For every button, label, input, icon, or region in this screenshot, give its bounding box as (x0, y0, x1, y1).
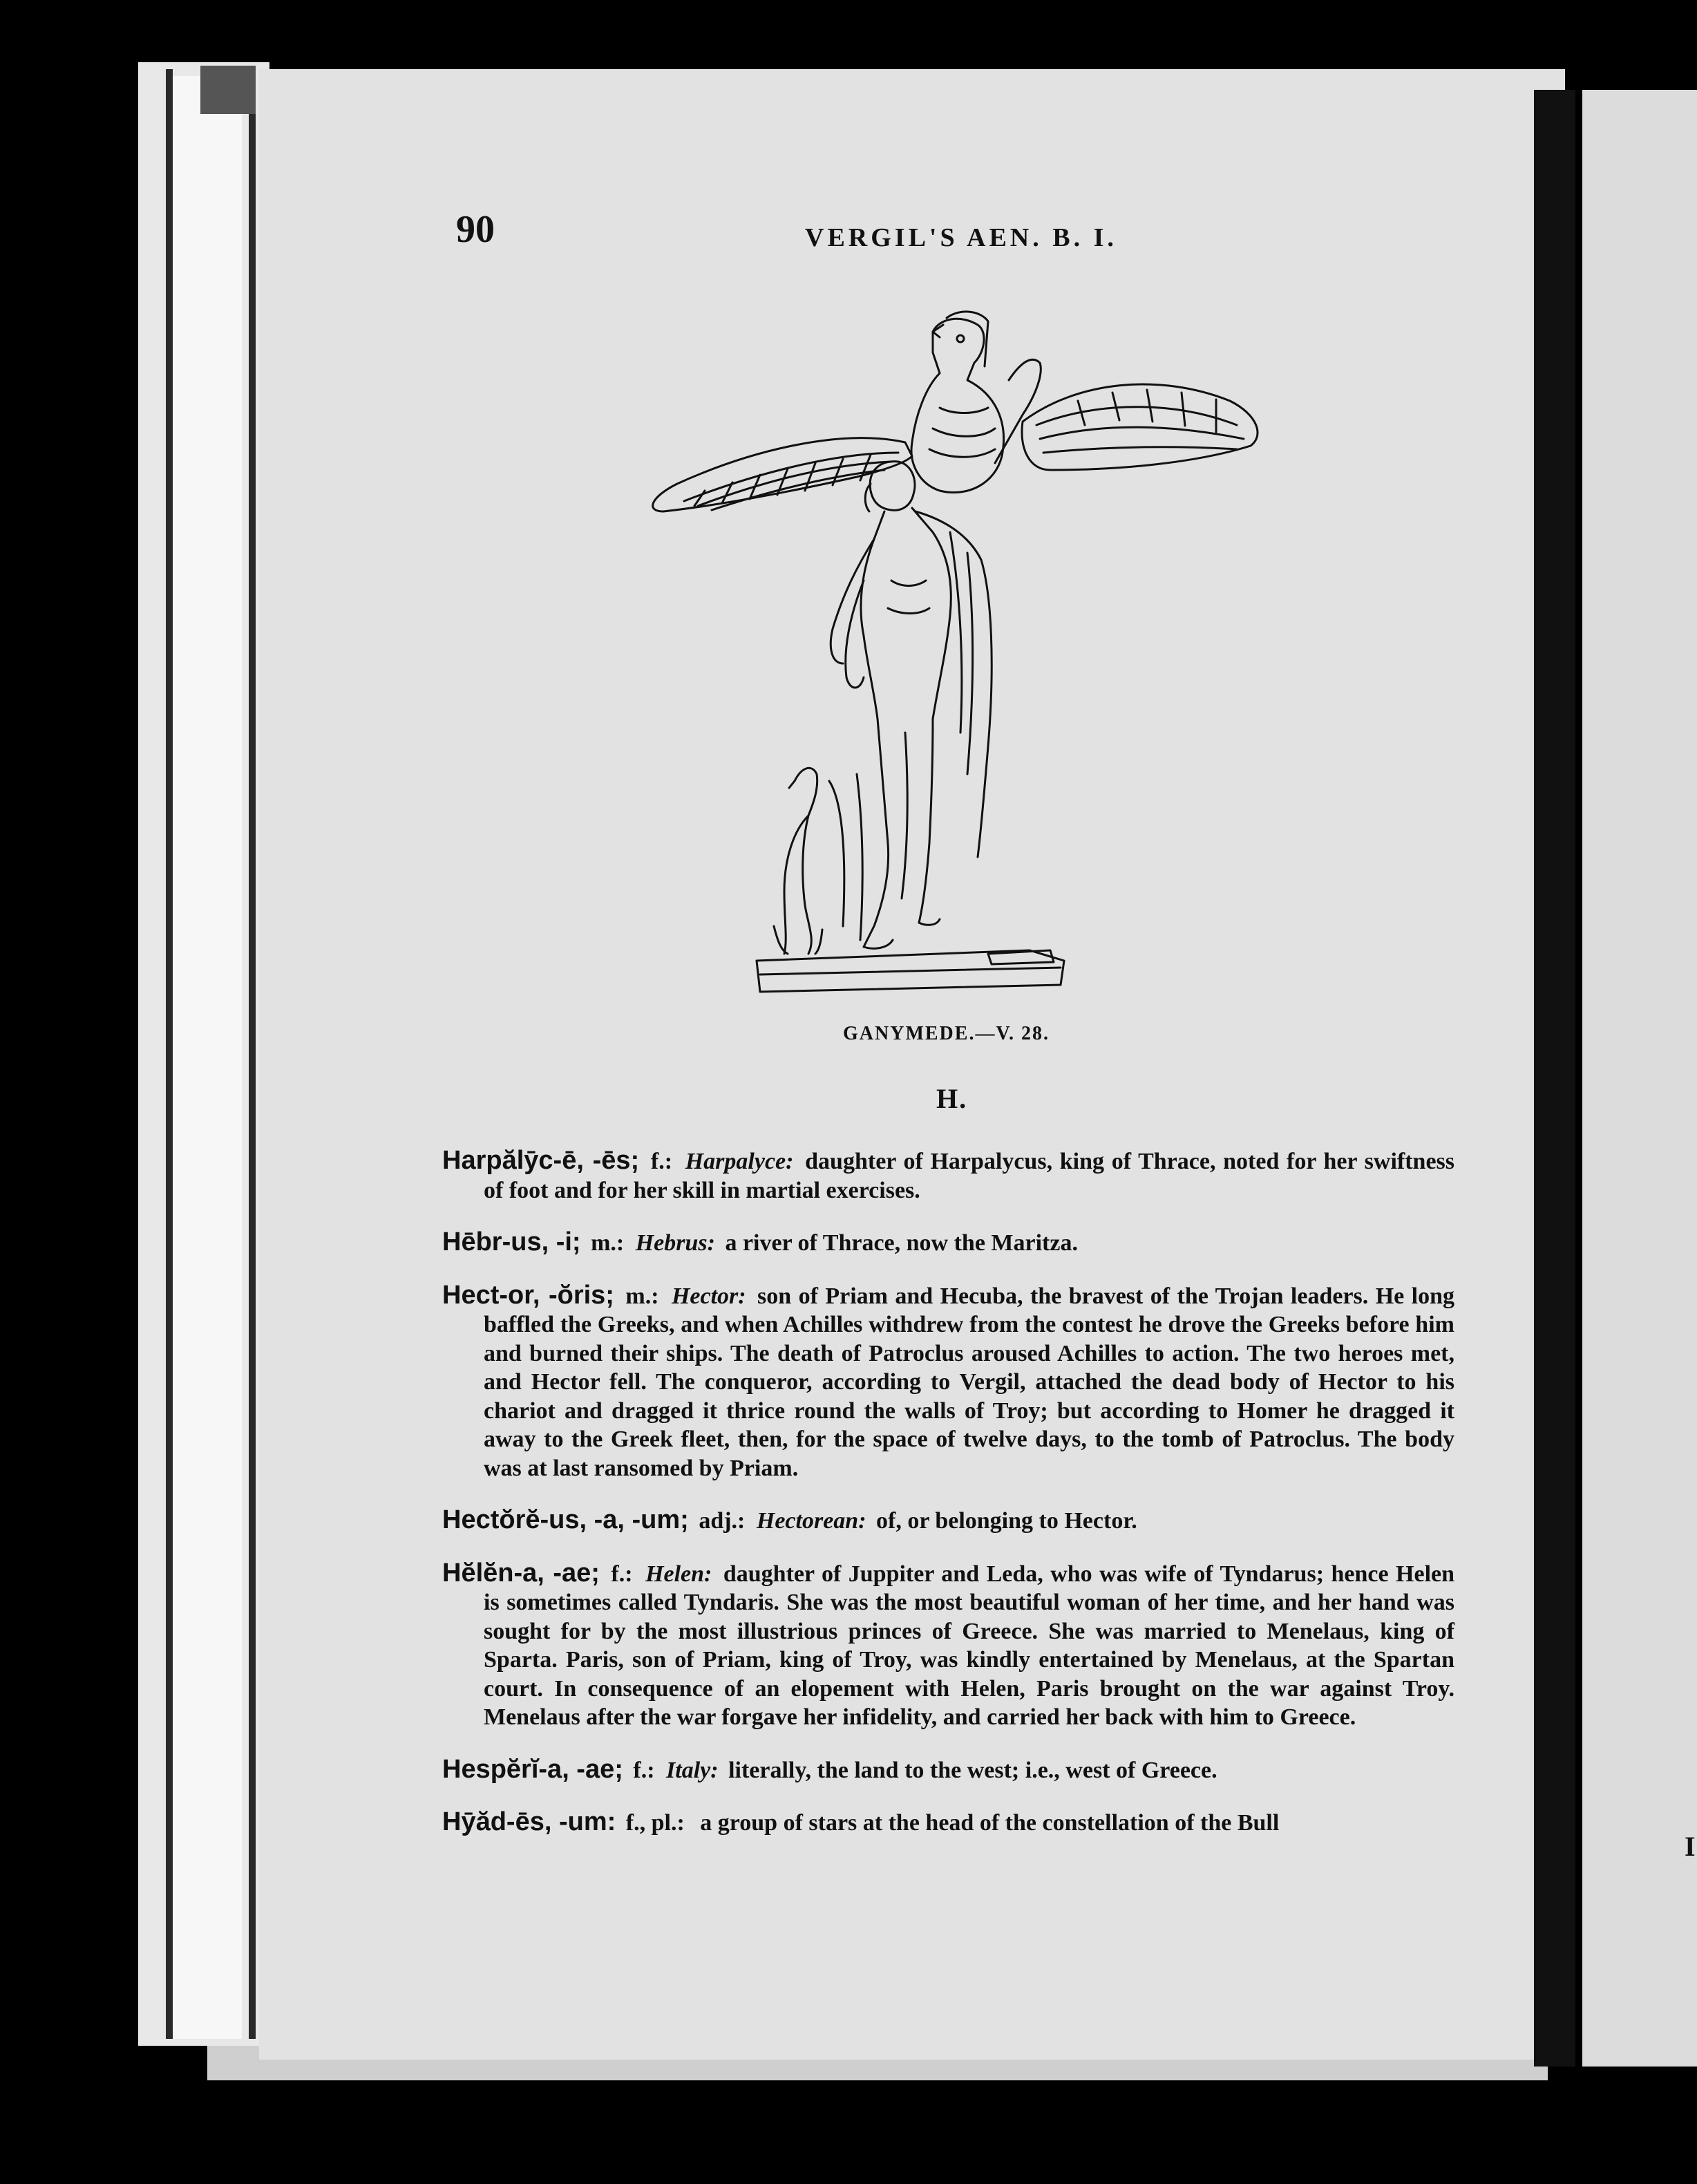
ganymede-and-eagle-engraving (636, 304, 1285, 1009)
entry-headword: Hespĕrĭ-a, -ae; (442, 1754, 623, 1784)
entry-gender: m.: (625, 1283, 659, 1309)
entry-headword: Hectŏrĕ-us, -a, -um; (442, 1505, 689, 1534)
running-head: VERGIL'S AEN. B. I. (805, 223, 1117, 252)
section-letter: H. (936, 1083, 968, 1114)
page-corner-tab (200, 66, 256, 114)
glossary-entry (442, 1147, 1454, 1205)
entry-gloss: Helen: (645, 1561, 712, 1587)
entry-gender: f.: (611, 1561, 633, 1587)
entry-gender: f., pl.: (625, 1810, 685, 1836)
entry-headword: Hȳăd-ēs, -um: (442, 1807, 616, 1836)
entry-gloss: Hector: (671, 1283, 746, 1309)
page-stack-line (249, 69, 256, 2039)
glossary-entry (442, 1281, 1454, 1483)
glossary-entry (442, 1808, 1454, 1838)
entry-gloss: Harpalyce: (685, 1149, 794, 1174)
glossary-entry (442, 1755, 1454, 1785)
entry-definition: a river of Thrace, now the Maritza. (725, 1230, 1078, 1256)
entry-definition: of, or belonging to Hector. (876, 1508, 1137, 1534)
entry-definition: son of Priam and Hecuba, the bravest of the Trojan leaders. He long baffled the Greeks, and when Achilles withdrew from the contest he drove the Greeks before him and burned their ships. The death of Patroclus aroused Achilles to action. The two heroes met, and Hector fell. The conqueror, according to Vergil, attached the dead body of Hector to his chariot and dragged it thrice round the walls of Troy; but according to Homer he dragged it away to the Greek fleet, then, for the space of twelve days, to the tomb of Patroclus. The body was at last ransomed by Priam. (484, 1283, 1455, 1481)
entry-gloss: Hectorean: (756, 1508, 866, 1534)
entry-gloss: Hebrus: (635, 1230, 715, 1256)
facing-page-mark: I (1685, 1831, 1696, 1862)
entry-headword: Hect-or, -ŏris; (442, 1280, 614, 1310)
entry-gender: m.: (591, 1230, 625, 1256)
entry-headword: Hĕlĕn-a, -ae; (442, 1558, 600, 1588)
entry-definition: a group of stars at the head of the constellation of the Bull (700, 1810, 1280, 1836)
entry-gender: adj.: (699, 1508, 746, 1534)
entry-definition: daughter of Juppiter and Leda, who was wife of Tyndarus; hence Helen is sometimes called Tyndaris. She was the most beautiful woman of her time, and her hand was sought for by the most illustrious princes of Greece. She was married to Menelaus, king of Sparta. Paris, son of Priam, king of Troy, was kindly entertained by Menelaus, at the Spartan court. In consequence of an elopement with Helen, Paris brought on the war against Troy. Menelaus after the war forgave her infidelity, and carried her back with him to Greece. (484, 1561, 1455, 1730)
page-number: 90 (456, 208, 495, 251)
glossary-entry (442, 1559, 1454, 1732)
glossary-entry (442, 1228, 1454, 1258)
entry-headword: Harpălȳc-ē, -ēs; (442, 1146, 640, 1175)
entry-definition: literally, the land to the west; i.e., west of Greece. (728, 1757, 1217, 1783)
glossary-entries (442, 1123, 1454, 1850)
entry-gloss: Italy: (666, 1757, 719, 1783)
page-stack-line (166, 69, 173, 2039)
facing-page (1582, 90, 1697, 2067)
entry-gender: f.: (633, 1757, 655, 1783)
glossary-entry (442, 1506, 1454, 1536)
gutter-shadow (1534, 90, 1575, 2067)
illustration-caption: GANYMEDE.—V. 28. (843, 1023, 1050, 1044)
entry-headword: Hēbr-us, -i; (442, 1227, 581, 1256)
entry-definition: daughter of Harpalycus, king of Thrace, noted for her swiftness of foot and for her skill in martial exercises. (484, 1149, 1455, 1203)
page-stack-light (173, 76, 242, 2039)
entry-gender: f.: (650, 1149, 673, 1174)
